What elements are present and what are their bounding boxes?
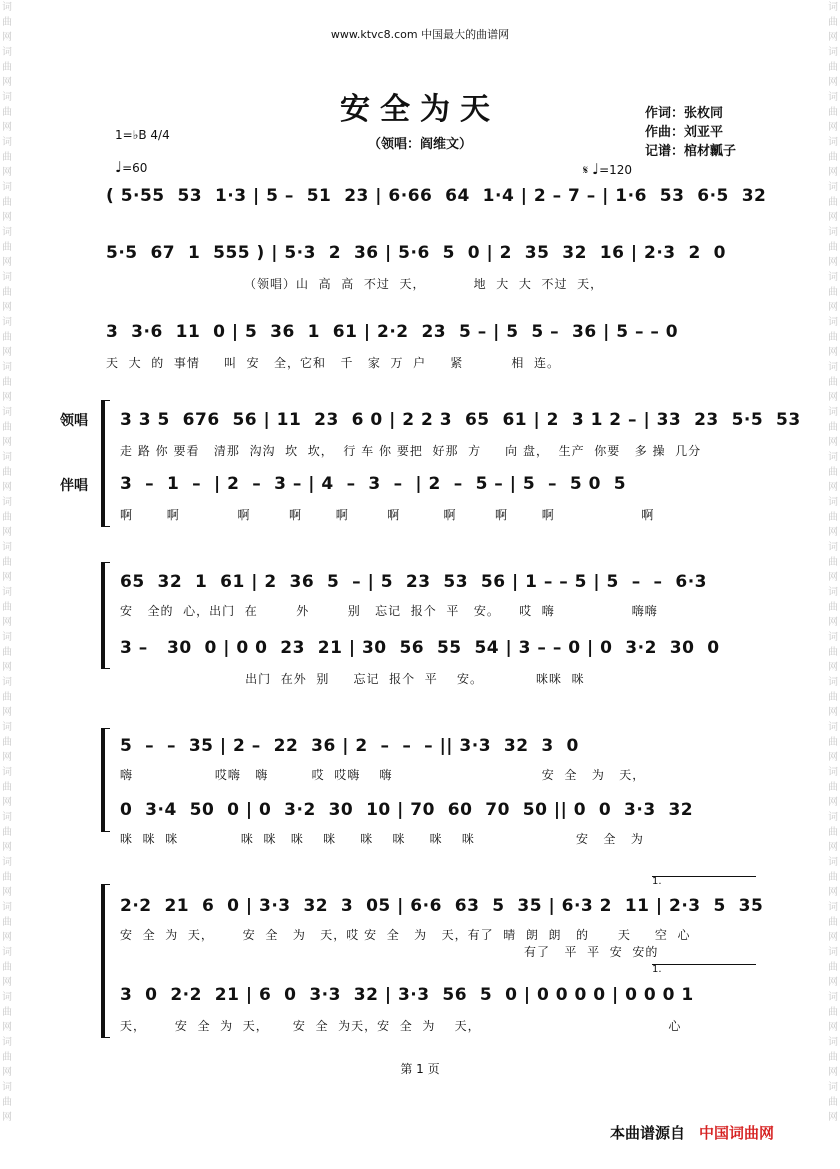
- lyrics-line: 嗨 哎嗨 嗨 哎 哎嗨 嗨 安 全 为 天，: [120, 768, 646, 782]
- lyrics-line: 安 全的 心，出门 在 外 别 忘记 报个 平 安。 哎 嗨 嗨嗨: [120, 604, 658, 618]
- notation-line: 3 – 1 – | 2 – 3 – | 4 – 3 – | 2 – 5 – | 5 – 5 0 5: [120, 474, 627, 494]
- lyrics-line: 走 路 你 要看 清那 沟沟 坎 坎， 行 车 你 要把 好那 方 向 盘， 生产 你要 多 操 几分: [120, 444, 702, 458]
- tempo-main: [583, 160, 632, 178]
- notation-line: 0 3·4 50 0 | 0 3·2 30 10 | 70 60 70 50 || 0 0 3·3 32: [120, 800, 694, 820]
- source-credit: [610, 1122, 774, 1143]
- lyrics-line: 天， 安 全 为 天， 安 全 为天，安 全 为 天， 心: [120, 1019, 682, 1033]
- lyricist: 作词：张枚同: [645, 106, 724, 121]
- page-number: 第 1 页: [400, 1062, 440, 1076]
- key-signature: 1=♭B 4/4: [115, 128, 170, 142]
- lyrics-line: 咪 咪 咪 咪 咪 咪 咪 咪 咪 咪 咪 安 全 为: [120, 832, 644, 846]
- volta-line: [652, 964, 756, 965]
- volta-number: 1.: [652, 964, 662, 975]
- notation-line: 3 0 2·2 21 | 6 0 3·3 32 | 3·3 56 5 0 | 0 0 0 0 | 0 0 0 1: [120, 985, 694, 1005]
- composer: 作曲：刘亚平: [645, 125, 724, 140]
- notation-line: 3 3·6 11 0 | 5 36 1 61 | 2·2 23 5 – | 5 5 – 36 | 5 – – 0: [106, 322, 679, 342]
- source-brand: 中国词曲网: [699, 1124, 775, 1142]
- lyrics-line: 出门 在外 别 忘记 报个 平 安。 咪咪 咪: [120, 672, 585, 686]
- system-brace: [101, 728, 110, 832]
- side-watermark-right: 词曲网词曲网词曲网词曲网词曲网词曲网词曲网词曲网词曲网词曲网词曲网词曲网词曲网词曲网词曲网词曲网词曲网词曲网词曲网词曲网词曲网词曲网词曲网词曲网词曲网: [828, 2, 838, 1123]
- lyrics-line: 啊 啊 啊 啊 啊 啊 啊 啊 啊 啊: [120, 508, 655, 522]
- source-label: 本曲谱源自: [610, 1124, 686, 1142]
- lyrics-line: 天 大 的 事情 叫 安 全，它和 千 家 万 户 紧 相 连。: [106, 356, 561, 370]
- lead-singer: （领唱：阎维文）: [367, 137, 472, 152]
- accompany-label: 伴唱: [60, 478, 88, 494]
- lyrics-line: 安 全 为 天， 安 全 为 天，哎 安 全 为 天，有了 晴 朗 朗 的 天 空 心: [120, 928, 691, 942]
- notation-line: 65 32 1 61 | 2 36 5 – | 5 23 53 56 | 1 – – 5 | 5 – – 6·3: [120, 572, 707, 592]
- transcriber: 记谱：棺材瓤子: [645, 144, 737, 159]
- system-brace: [101, 562, 110, 669]
- side-watermark-left: 词曲网词曲网词曲网词曲网词曲网词曲网词曲网词曲网词曲网词曲网词曲网词曲网词曲网词曲网词曲网词曲网词曲网词曲网词曲网词曲网词曲网词曲网词曲网词曲网词曲网: [2, 2, 12, 1123]
- tempo-intro-value: =60: [122, 161, 148, 175]
- tempo-intro: [115, 158, 147, 176]
- notation-line: 3 3 5 676 56 | 11 23 6 0 | 2 2 3 65 61 | 2 3 1 2 – | 33 23 5·5 53: [120, 410, 801, 430]
- lyrics-line-alt: 有了 平 平 安 安的: [524, 945, 659, 959]
- volta-number: 1.: [652, 876, 662, 887]
- tempo-main-value: =120: [599, 163, 633, 177]
- notation-line: ( 5·55 53 1·3 | 5 – 51 23 | 6·66 64 1·4 | 2 – 7 – | 1·6 53 6·5 32: [106, 186, 767, 206]
- notation-line: 5 – – 35 | 2 – 22 36 | 2 – – – || 3·3 32 3 0: [120, 736, 579, 756]
- notation-line: 2·2 21 6 0 | 3·3 32 3 05 | 6·6 63 5 35 | 6·3 2 11 | 2·3 5 35: [120, 896, 764, 916]
- segno-icon: 𝄋: [583, 163, 589, 177]
- quarter-note-icon: ♩: [592, 160, 600, 178]
- quarter-note-icon: ♩: [115, 158, 123, 176]
- system-brace: [101, 400, 110, 527]
- site-url: www.ktvc8.com 中国最大的曲谱网: [330, 28, 510, 41]
- volta-line: [652, 876, 756, 877]
- notation-line: 3 – 30 0 | 0 0 23 21 | 30 56 55 54 | 3 – – 0 | 0 3·2 30 0: [120, 638, 720, 658]
- credits: [645, 104, 736, 161]
- lyrics-line: （领唱）山 高 高 不过 天， 地 大 大 不过 天，: [244, 277, 604, 291]
- system-brace: [101, 884, 110, 1038]
- notation-line: 5·5 67 1 555 ) | 5·3 2 36 | 5·6 5 0 | 2 35 32 16 | 2·3 2 0: [106, 243, 726, 263]
- lead-label: 领唱: [60, 413, 88, 429]
- song-title: 安全为天: [340, 92, 500, 127]
